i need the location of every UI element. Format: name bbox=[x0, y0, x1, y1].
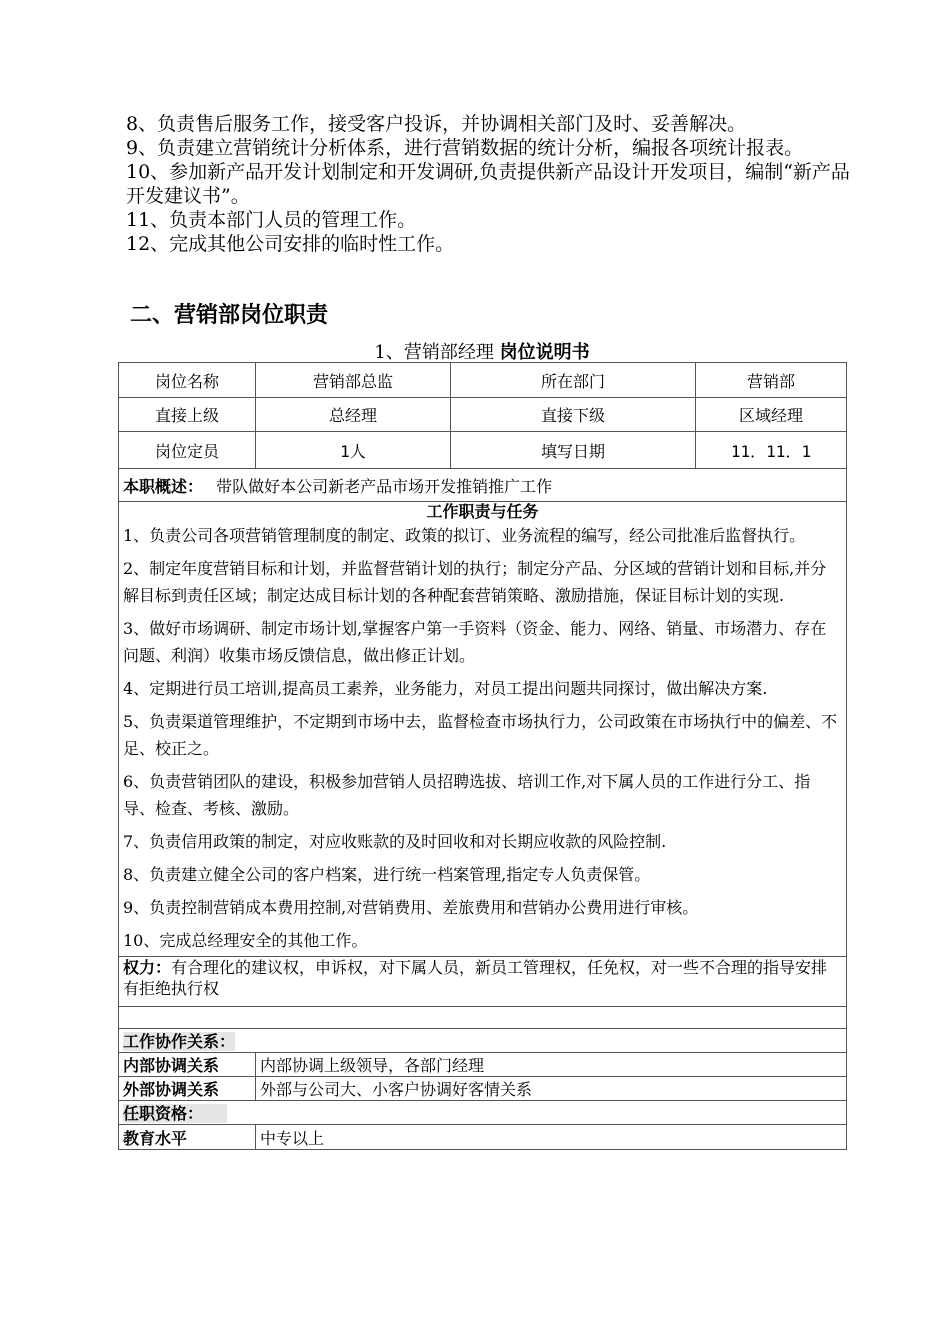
power-text: 有合理化的建议权，申诉权，对下属人员，新员工管理权，任免权，对一些不合理的指导安排有拒绝执行权 bbox=[123, 958, 828, 998]
intro-item: 11、负责本部门人员的管理工作。 bbox=[126, 209, 417, 231]
duty-item: 3、做好市场调研、制定市场计划,掌握客户第一手资料（资金、能力、网络、销量、市场潜力、存在问题、利润）收集市场反馈信息，做出修正计划。 bbox=[123, 619, 827, 665]
cell-label: 直接下级 bbox=[451, 398, 696, 432]
cell-value: 区域经理 bbox=[696, 398, 847, 432]
cell-label: 所在部门 bbox=[451, 363, 696, 398]
empty-cell bbox=[119, 1007, 847, 1029]
summary-cell bbox=[119, 469, 847, 502]
duties-row bbox=[119, 502, 847, 957]
duties-cell bbox=[119, 502, 847, 957]
education-label: 教育水平 bbox=[119, 1125, 256, 1150]
info-row bbox=[119, 432, 847, 469]
power-cell bbox=[119, 957, 847, 1007]
qualification-title-cell bbox=[119, 1101, 847, 1125]
cell-value: 营销部总监 bbox=[256, 363, 451, 398]
cell-value: 营销部 bbox=[696, 363, 847, 398]
duty-item: 8、负责建立健全公司的客户档案，进行统一档案管理,指定专人负责保管。 bbox=[123, 865, 651, 884]
info-row bbox=[119, 398, 847, 432]
duty-item: 9、负责控制营销成本费用控制,对营销费用、差旅费用和营销办公费用进行审核。 bbox=[123, 898, 699, 917]
duty-item: 2、制定年度营销目标和计划，并监督营销计划的执行；制定分产品、分区域的营销计划和目标,并分解目标到责任区域；制定达成目标计划的各种配套营销策略、激励措施，保证目标计划的实现. bbox=[123, 559, 827, 605]
qualification-title: 任职资格： bbox=[123, 1104, 227, 1123]
duty-item: 5、负责渠道管理维护，不定期到市场中去，监督检查市场执行力，公司政策在市场执行中的偏差、不足、校正之。 bbox=[123, 712, 838, 758]
summary-label: 本职概述： bbox=[123, 476, 204, 496]
table-caption-prefix: 1、营销部经理 bbox=[374, 342, 500, 363]
table-caption-title: 岗位说明书 bbox=[499, 342, 590, 363]
table-caption bbox=[118, 338, 846, 364]
education-value: 中专以上 bbox=[256, 1125, 847, 1150]
duty-item: 7、负责信用政策的制定，对应收账款的及时回收和对长期应收款的风险控制. bbox=[123, 832, 667, 851]
summary-row bbox=[119, 469, 847, 502]
power-row bbox=[119, 957, 847, 1007]
coop-title-cell bbox=[119, 1029, 847, 1053]
cell-label: 直接上级 bbox=[119, 398, 256, 432]
education-row bbox=[119, 1125, 847, 1150]
coop-external-row bbox=[119, 1077, 847, 1101]
duty-item: 6、负责营销团队的建设，积极参加营销人员招聘选拔、培训工作,对下属人员的工作进行分工、指导、检查、考核、激励。 bbox=[123, 772, 811, 818]
duty-item: 4、定期进行员工培训,提高员工素养，业务能力，对员工提出问题共同探讨，做出解决方案. bbox=[123, 679, 768, 698]
coop-external-label: 外部协调关系 bbox=[119, 1077, 256, 1101]
coop-internal-row bbox=[119, 1053, 847, 1077]
coop-internal-label: 内部协调关系 bbox=[119, 1053, 256, 1077]
cell-label: 岗位名称 bbox=[119, 363, 256, 398]
power-label: 权力： bbox=[123, 958, 172, 977]
intro-item: 10、参加新产品开发计划制定和开发调研,负责提供新产品设计开发项目，编制“新产品开发建议书”。 bbox=[126, 161, 850, 207]
info-row bbox=[119, 363, 847, 398]
cell-value: 总经理 bbox=[256, 398, 451, 432]
coop-internal-value: 内部协调上级领导，各部门经理 bbox=[256, 1053, 847, 1077]
intro-item: 12、完成其他公司安排的临时性工作。 bbox=[126, 233, 455, 255]
cell-value: 1人 bbox=[256, 432, 451, 469]
cell-value: 11．11．1 bbox=[696, 432, 847, 469]
duty-item: 10、完成总经理安全的其他工作。 bbox=[123, 931, 368, 950]
coop-title-row bbox=[119, 1029, 847, 1053]
spacer-row bbox=[119, 1007, 847, 1029]
cell-label: 填写日期 bbox=[451, 432, 696, 469]
intro-item: 8、负责售后服务工作，接受客户投诉，并协调相关部门及时、妥善解决。 bbox=[126, 113, 747, 135]
intro-list bbox=[126, 112, 854, 256]
section-title: 二、营销部岗位职责 bbox=[130, 303, 329, 328]
job-description-table bbox=[118, 362, 847, 1150]
duty-item: 1、负责公司各项营销管理制度的制定、政策的拟订、业务流程的编写，经公司批准后监督执行。 bbox=[123, 526, 806, 545]
qualification-title-row bbox=[119, 1101, 847, 1125]
coop-external-value: 外部与公司大、小客户协调好客情关系 bbox=[256, 1077, 847, 1101]
coop-title: 工作协作关系： bbox=[123, 1032, 236, 1051]
cell-label: 岗位定员 bbox=[119, 432, 256, 469]
intro-item: 9、负责建立营销统计分析体系，进行营销数据的统计分析，编报各项统计报表。 bbox=[126, 137, 804, 159]
summary-text: 带队做好本公司新老产品市场开发推销推广工作 bbox=[216, 476, 553, 496]
duties-title: 工作职责与任务 bbox=[426, 502, 539, 521]
